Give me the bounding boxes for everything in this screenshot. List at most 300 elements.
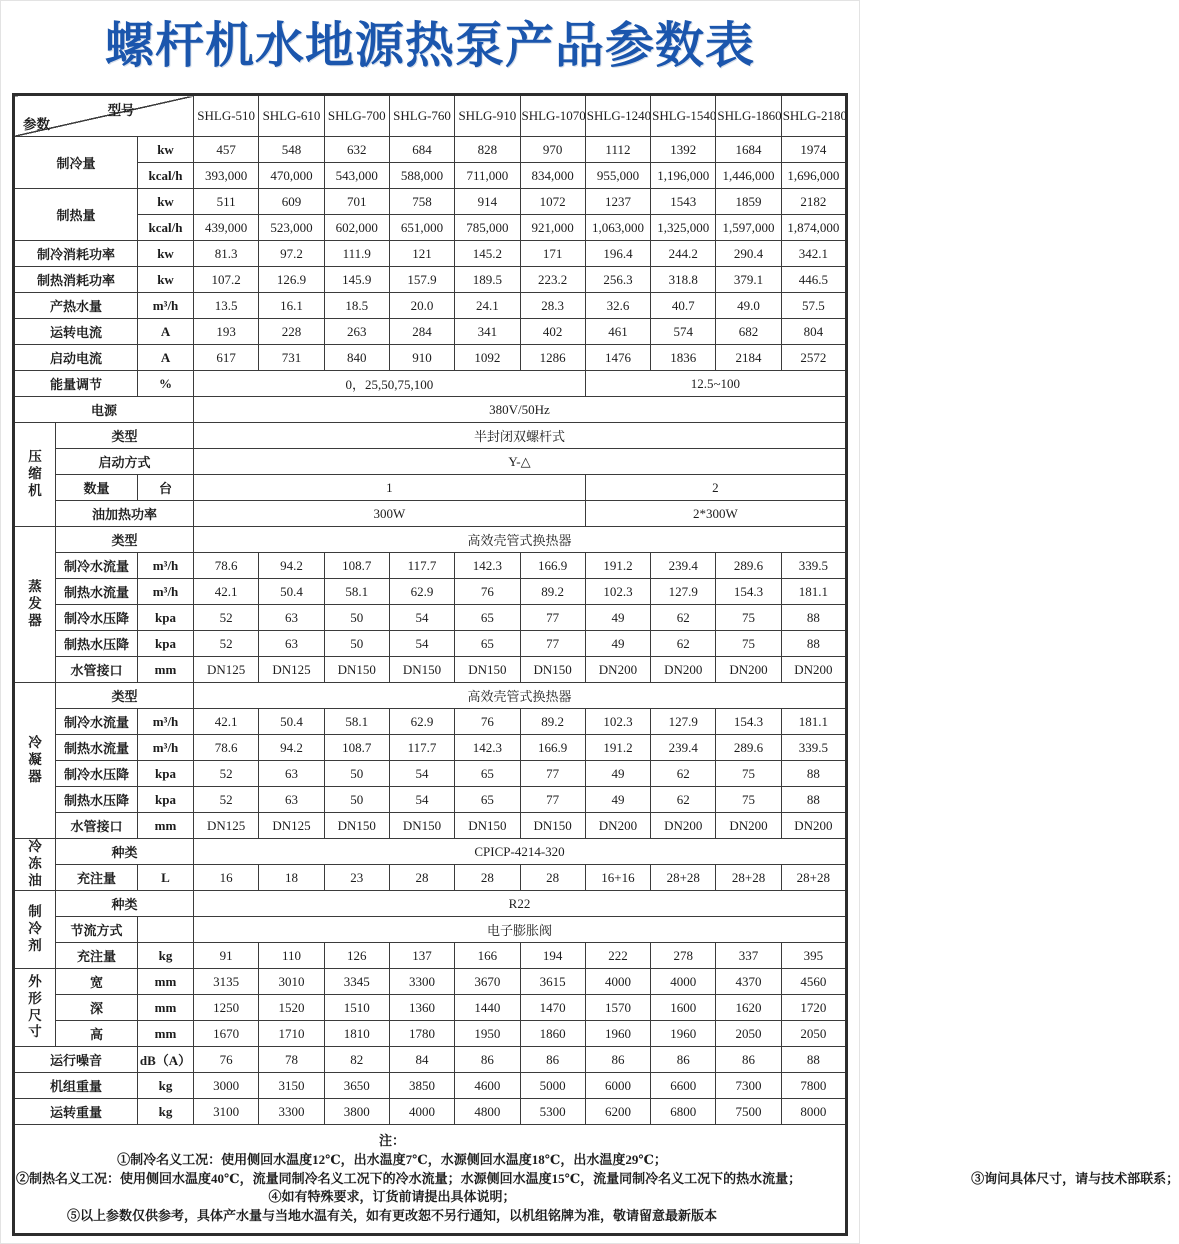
cell-val: 228 xyxy=(259,319,324,345)
notes-body-section xyxy=(14,1125,1179,1235)
cell-val: 263 xyxy=(324,319,389,345)
cell-val: 223.2 xyxy=(520,267,585,293)
cell-value: 高效壳管式换热器 xyxy=(194,683,847,709)
cell-unit: mm xyxy=(138,995,194,1021)
cell-val: 54 xyxy=(389,787,454,813)
cell-val: 1470 xyxy=(520,995,585,1021)
table-row xyxy=(14,787,847,813)
table-row xyxy=(14,163,847,189)
cell-val: 1112 xyxy=(585,137,650,163)
cell-val: DN200 xyxy=(585,813,650,839)
cell-val: 342.1 xyxy=(781,241,846,267)
cell-val: 28+28 xyxy=(781,865,846,891)
cell-label: 类型 xyxy=(56,423,194,449)
cell-val: 256.3 xyxy=(585,267,650,293)
cell-val: 1780 xyxy=(389,1021,454,1047)
cell-unit: m³/h xyxy=(138,293,194,319)
cell-val: 7300 xyxy=(716,1073,781,1099)
cell-labelL: 深 xyxy=(56,995,138,1021)
cell-val: 244.2 xyxy=(651,241,716,267)
cell-val: 1510 xyxy=(324,995,389,1021)
cell-val: 142.3 xyxy=(455,735,520,761)
cell-val: 711,000 xyxy=(455,163,520,189)
cell-val: 78.6 xyxy=(194,735,259,761)
cell-val: 1670 xyxy=(194,1021,259,1047)
cell-val: 402 xyxy=(520,319,585,345)
cell-val: 32.6 xyxy=(585,293,650,319)
cell-val: 632 xyxy=(324,137,389,163)
cell-val: 23 xyxy=(324,865,389,891)
cell-val: 28 xyxy=(389,865,454,891)
cell-val: 82 xyxy=(324,1047,389,1073)
cell-val: 1543 xyxy=(651,189,716,215)
cell-val: 341 xyxy=(455,319,520,345)
cell-unit: 台 xyxy=(138,475,194,501)
cell-val: 758 xyxy=(389,189,454,215)
table-row xyxy=(14,189,847,215)
cell-val: 42.1 xyxy=(194,579,259,605)
model-header-cell: SHLG-700 xyxy=(324,95,389,137)
corner-label-param: 参数 xyxy=(23,117,50,132)
cell-labelL: 高 xyxy=(56,1021,138,1047)
cell-val: 1250 xyxy=(194,995,259,1021)
cell-val: 193 xyxy=(194,319,259,345)
cell-unit: m³/h xyxy=(138,709,194,735)
cell-val: 4800 xyxy=(455,1099,520,1125)
cell-val: 1,696,000 xyxy=(781,163,846,189)
cell-val: 76 xyxy=(455,709,520,735)
cell-val: 62 xyxy=(651,761,716,787)
cell-val: 1570 xyxy=(585,995,650,1021)
cell-val: 28 xyxy=(455,865,520,891)
cell-val: 2050 xyxy=(716,1021,781,1047)
cell-val: 785,000 xyxy=(455,215,520,241)
table-row xyxy=(14,267,847,293)
cell-val: 91 xyxy=(194,943,259,969)
cell-labelL: 制冷水压降 xyxy=(56,761,138,787)
table-row xyxy=(14,735,847,761)
cell-val: 1720 xyxy=(781,995,846,1021)
model-header-cell: SHLG-1070 xyxy=(520,95,585,137)
cell-val: DN150 xyxy=(324,657,389,683)
cell-val: 4000 xyxy=(651,969,716,995)
cell-val: 89.2 xyxy=(520,709,585,735)
cell-val: 77 xyxy=(520,761,585,787)
cell-labelL: 制冷水流量 xyxy=(56,709,138,735)
model-header-cell: SHLG-910 xyxy=(455,95,520,137)
cell-val: 1440 xyxy=(455,995,520,1021)
note-line-2-3 xyxy=(16,1170,1179,1189)
cell-value: 12.5~100 xyxy=(585,371,846,397)
cell-val: 142.3 xyxy=(455,553,520,579)
cell-val: 102.3 xyxy=(585,579,650,605)
cell-val: 62 xyxy=(651,631,716,657)
cell-val: 395 xyxy=(781,943,846,969)
cell-unit: m³/h xyxy=(138,553,194,579)
cell-val: 49 xyxy=(585,761,650,787)
table-row xyxy=(14,917,847,943)
cell-val: DN150 xyxy=(455,657,520,683)
cell-val: 222 xyxy=(585,943,650,969)
cell-unit: kpa xyxy=(138,787,194,813)
table-row xyxy=(14,449,847,475)
cell-val: 289.6 xyxy=(716,553,781,579)
cell-val: 1072 xyxy=(520,189,585,215)
cell-val: 3615 xyxy=(520,969,585,995)
cell-val: 1,325,000 xyxy=(651,215,716,241)
cell-val: 42.1 xyxy=(194,709,259,735)
cell-val: 5300 xyxy=(520,1099,585,1125)
cell-labelL: 充注量 xyxy=(56,865,138,891)
cell-val: 239.4 xyxy=(651,553,716,579)
cell-label: 运转电流 xyxy=(14,319,138,345)
cell-val: 75 xyxy=(716,631,781,657)
cell-val: 1836 xyxy=(651,345,716,371)
cell-group xyxy=(14,891,56,969)
cell-val: 50.4 xyxy=(259,709,324,735)
cell-val: 828 xyxy=(455,137,520,163)
cell-unit: mm xyxy=(138,657,194,683)
cell-val: 145.9 xyxy=(324,267,389,293)
note-line-1: ①制冷名义工况：使用侧回水温度12℃，出水温度7℃，水源侧回水温度18℃，出水温度29℃； xyxy=(117,1151,667,1167)
cell-val: 97.2 xyxy=(259,241,324,267)
cell-val: 65 xyxy=(455,631,520,657)
cell-val: 4600 xyxy=(455,1073,520,1099)
cell-unit: mm xyxy=(138,1021,194,1047)
cell-val: 166.9 xyxy=(520,735,585,761)
cell-val: 54 xyxy=(389,631,454,657)
cell-val: 24.1 xyxy=(455,293,520,319)
group-label-text: 制冷剂 xyxy=(28,904,42,953)
cell-val: 16.1 xyxy=(259,293,324,319)
cell-val: 52 xyxy=(194,761,259,787)
cell-val: 49.0 xyxy=(716,293,781,319)
table-header xyxy=(14,95,847,137)
cell-val: 84 xyxy=(389,1047,454,1073)
cell-labelL: 充注量 xyxy=(56,943,138,969)
notes-row xyxy=(14,1125,847,1235)
cell-val: 1237 xyxy=(585,189,650,215)
cell-unit: kpa xyxy=(138,631,194,657)
model-header-cell: SHLG-1540 xyxy=(651,95,716,137)
cell-val: 52 xyxy=(194,787,259,813)
group-label-text: 冷凝器 xyxy=(28,735,42,784)
table-row xyxy=(14,241,847,267)
cell-group xyxy=(14,527,56,683)
cell-val: 20.0 xyxy=(389,293,454,319)
cell-val: 5000 xyxy=(520,1073,585,1099)
cell-val: 3670 xyxy=(455,969,520,995)
cell-val: 1392 xyxy=(651,137,716,163)
model-header-cell: SHLG-610 xyxy=(259,95,324,137)
cell-val: 8000 xyxy=(781,1099,846,1125)
cell-val: 318.8 xyxy=(651,267,716,293)
cell-val: 574 xyxy=(651,319,716,345)
cell-value: 2 xyxy=(585,475,846,501)
table-row xyxy=(14,293,847,319)
cell-val: 1710 xyxy=(259,1021,324,1047)
cell-val: DN150 xyxy=(520,657,585,683)
cell-val: DN200 xyxy=(716,657,781,683)
cell-val: 3150 xyxy=(259,1073,324,1099)
cell-val: 4370 xyxy=(716,969,781,995)
table-row xyxy=(14,683,847,709)
cell-label: 产热水量 xyxy=(14,293,138,319)
cell-val: 602,000 xyxy=(324,215,389,241)
cell-unit: m³/h xyxy=(138,579,194,605)
cell-val: 684 xyxy=(389,137,454,163)
cell-labelL: 制热水流量 xyxy=(56,579,138,605)
cell-val: DN200 xyxy=(781,657,846,683)
table-row xyxy=(14,137,847,163)
cell-unit: kcal/h xyxy=(138,215,194,241)
cell-val: 588,000 xyxy=(389,163,454,189)
cell-group xyxy=(14,839,56,891)
cell-val: 3345 xyxy=(324,969,389,995)
cell-val: 117.7 xyxy=(389,735,454,761)
cell-val: 52 xyxy=(194,605,259,631)
cell-val: 393,000 xyxy=(194,163,259,189)
cell-val: 439,000 xyxy=(194,215,259,241)
cell-val: 28.3 xyxy=(520,293,585,319)
cell-val: 77 xyxy=(520,605,585,631)
cell-val: 834,000 xyxy=(520,163,585,189)
cell-value: R22 xyxy=(194,891,847,917)
cell-val: 609 xyxy=(259,189,324,215)
cell-unit: mm xyxy=(138,813,194,839)
cell-val: DN125 xyxy=(194,657,259,683)
cell-val: 157.9 xyxy=(389,267,454,293)
cell-labelL: 宽 xyxy=(56,969,138,995)
cell-val: 18 xyxy=(259,865,324,891)
cell-val: 77 xyxy=(520,631,585,657)
cell-group xyxy=(14,683,56,839)
cell-val: DN200 xyxy=(585,657,650,683)
cell-val: 548 xyxy=(259,137,324,163)
cell-labelL: 运行噪音 xyxy=(14,1047,138,1073)
cell-val: 3010 xyxy=(259,969,324,995)
table-row xyxy=(14,1047,847,1073)
cell-label: 油加热功率 xyxy=(56,501,194,527)
cell-val: 145.2 xyxy=(455,241,520,267)
cell-val: 7500 xyxy=(716,1099,781,1125)
cell-unit: kg xyxy=(138,1099,194,1125)
cell-val: 278 xyxy=(651,943,716,969)
table-row xyxy=(14,397,847,423)
group-label-text: 外形尺寸 xyxy=(28,973,42,1040)
cell-val: 76 xyxy=(455,579,520,605)
note-line-5: ⑤以上参数仅供参考，具体产水量与当地水温有关，如有更改恕不另行通知，以机组铭牌为准，敬请留意最新版本 xyxy=(66,1208,717,1224)
cell-val: 28 xyxy=(520,865,585,891)
cell-val: 63 xyxy=(259,631,324,657)
cell-val: 49 xyxy=(585,787,650,813)
table-row xyxy=(14,813,847,839)
cell-val: 543,000 xyxy=(324,163,389,189)
note-line-4: ④如有特殊要求，订货前请提出具体说明； xyxy=(268,1189,516,1205)
cell-val: 171 xyxy=(520,241,585,267)
cell-val: 166.9 xyxy=(520,553,585,579)
cell-val: 1476 xyxy=(585,345,650,371)
cell-val: 196.4 xyxy=(585,241,650,267)
cell-val: 121 xyxy=(389,241,454,267)
cell-val: DN150 xyxy=(324,813,389,839)
cell-val: 50 xyxy=(324,631,389,657)
cell-val: 289.6 xyxy=(716,735,781,761)
cell-val: 86 xyxy=(716,1047,781,1073)
cell-val: 970 xyxy=(520,137,585,163)
cell-value: 1 xyxy=(194,475,586,501)
group-label-text: 冷冻油 xyxy=(28,839,42,888)
cell-unit: kw xyxy=(138,241,194,267)
spec-table xyxy=(12,93,1179,1236)
cell-unit: kg xyxy=(138,943,194,969)
cell-val: 88 xyxy=(781,1047,846,1073)
cell-val: 94.2 xyxy=(259,735,324,761)
cell-val: 78 xyxy=(259,1047,324,1073)
cell-val: 1960 xyxy=(651,1021,716,1047)
cell-label: 种类 xyxy=(56,839,194,865)
cell-value: 高效壳管式换热器 xyxy=(194,527,847,553)
cell-val: 446.5 xyxy=(781,267,846,293)
cell-val: DN150 xyxy=(520,813,585,839)
cell-val: 76 xyxy=(194,1047,259,1073)
cell-labelL: 运转重量 xyxy=(14,1099,138,1125)
cell-val: DN200 xyxy=(781,813,846,839)
cell-val: 617 xyxy=(194,345,259,371)
table-row xyxy=(14,345,847,371)
cell-val: 194 xyxy=(520,943,585,969)
cell-val: 1286 xyxy=(520,345,585,371)
cell-val: 1860 xyxy=(520,1021,585,1047)
cell-unit: kpa xyxy=(138,761,194,787)
model-header-cell: SHLG-510 xyxy=(194,95,259,137)
cell-val: 3800 xyxy=(324,1099,389,1125)
cell-value: Y-△ xyxy=(194,449,847,475)
cell-value: 0，25,50,75,100 xyxy=(194,371,586,397)
group-label-text: 蒸发器 xyxy=(28,579,42,628)
cell-val: 126 xyxy=(324,943,389,969)
cell-value: 2*300W xyxy=(585,501,846,527)
cell-val: 651,000 xyxy=(389,215,454,241)
cell-val: 89.2 xyxy=(520,579,585,605)
cell-val: 921,000 xyxy=(520,215,585,241)
cell-val: 1600 xyxy=(651,995,716,1021)
cell-val: 86 xyxy=(520,1047,585,1073)
corner-label-model: 型号 xyxy=(107,103,135,118)
cell-label: 制冷消耗功率 xyxy=(14,241,138,267)
cell-val: 461 xyxy=(585,319,650,345)
cell-val: 191.2 xyxy=(585,553,650,579)
cell-val: 117.7 xyxy=(389,553,454,579)
cell-val: DN150 xyxy=(455,813,520,839)
cell-val: 682 xyxy=(716,319,781,345)
cell-val: 18.5 xyxy=(324,293,389,319)
cell-val: 339.5 xyxy=(781,553,846,579)
notes-section xyxy=(14,1125,1179,1235)
cell-label: 制热量 xyxy=(14,189,138,241)
cell-val: 7800 xyxy=(781,1073,846,1099)
cell-unit: % xyxy=(138,371,194,397)
table-row xyxy=(14,761,847,787)
cell-value: CPICP-4214-320 xyxy=(194,839,847,865)
cell-unit: dB（A） xyxy=(138,1047,194,1073)
cell-val: 840 xyxy=(324,345,389,371)
cell-val: 4560 xyxy=(781,969,846,995)
cell-value: 半封闭双螺杆式 xyxy=(194,423,847,449)
cell-val: 16+16 xyxy=(585,865,650,891)
cell-label: 类型 xyxy=(56,527,194,553)
cell-val: 88 xyxy=(781,605,846,631)
cell-val: 731 xyxy=(259,345,324,371)
cell-val: 6800 xyxy=(651,1099,716,1125)
table-row xyxy=(14,709,847,735)
cell-val: 181.1 xyxy=(781,709,846,735)
cell-val: 1520 xyxy=(259,995,324,1021)
table-row xyxy=(14,969,847,995)
cell-val: 62 xyxy=(651,787,716,813)
cell-val: 65 xyxy=(455,605,520,631)
cell-label: 种类 xyxy=(56,891,194,917)
cell-val: 3135 xyxy=(194,969,259,995)
table-row xyxy=(14,657,847,683)
cell-labelL: 水管接口 xyxy=(56,657,138,683)
cell-val: 2182 xyxy=(781,189,846,215)
cell-val: 1810 xyxy=(324,1021,389,1047)
notes-text xyxy=(16,1132,1179,1226)
cell-val: 1620 xyxy=(716,995,781,1021)
cell-unit: kpa xyxy=(138,605,194,631)
cell-val: 701 xyxy=(324,189,389,215)
cell-val: 62 xyxy=(651,605,716,631)
cell-val: 28+28 xyxy=(651,865,716,891)
cell-unit: A xyxy=(138,319,194,345)
cell-val: 50.4 xyxy=(259,579,324,605)
table-row xyxy=(14,631,847,657)
cell-val: 914 xyxy=(455,189,520,215)
cell-val: 379.1 xyxy=(716,267,781,293)
cell-val: 1,446,000 xyxy=(716,163,781,189)
cell-val: 1,196,000 xyxy=(651,163,716,189)
cell-val: 65 xyxy=(455,761,520,787)
cell-val: 86 xyxy=(585,1047,650,1073)
cell-labelL: 制热水压降 xyxy=(56,787,138,813)
table-row xyxy=(14,1099,847,1125)
cell-val: 2572 xyxy=(781,345,846,371)
cell-label: 制热消耗功率 xyxy=(14,267,138,293)
cell-val: 154.3 xyxy=(716,579,781,605)
cell-val: 1960 xyxy=(585,1021,650,1047)
cell-label: 电源 xyxy=(14,397,194,423)
cell-val: 16 xyxy=(194,865,259,891)
cell-label: 类型 xyxy=(56,683,194,709)
cell-val: 955,000 xyxy=(585,163,650,189)
cell-val: 3300 xyxy=(259,1099,324,1125)
cell-labelL: 制热水流量 xyxy=(56,735,138,761)
cell-val: 470,000 xyxy=(259,163,324,189)
cell-val: DN150 xyxy=(389,813,454,839)
table-row xyxy=(14,839,847,865)
cell-val: DN125 xyxy=(194,813,259,839)
cell-val: 239.4 xyxy=(651,735,716,761)
note-item-3: ③询问具体尺寸，请与技术部联系； xyxy=(971,1170,1179,1186)
group-label-text: 压缩机 xyxy=(28,449,42,498)
cell-val: 191.2 xyxy=(585,735,650,761)
cell-val: DN200 xyxy=(651,657,716,683)
cell-val: 86 xyxy=(651,1047,716,1073)
table-row xyxy=(14,995,847,1021)
cell-val: 75 xyxy=(716,787,781,813)
model-header-cell: SHLG-760 xyxy=(389,95,454,137)
